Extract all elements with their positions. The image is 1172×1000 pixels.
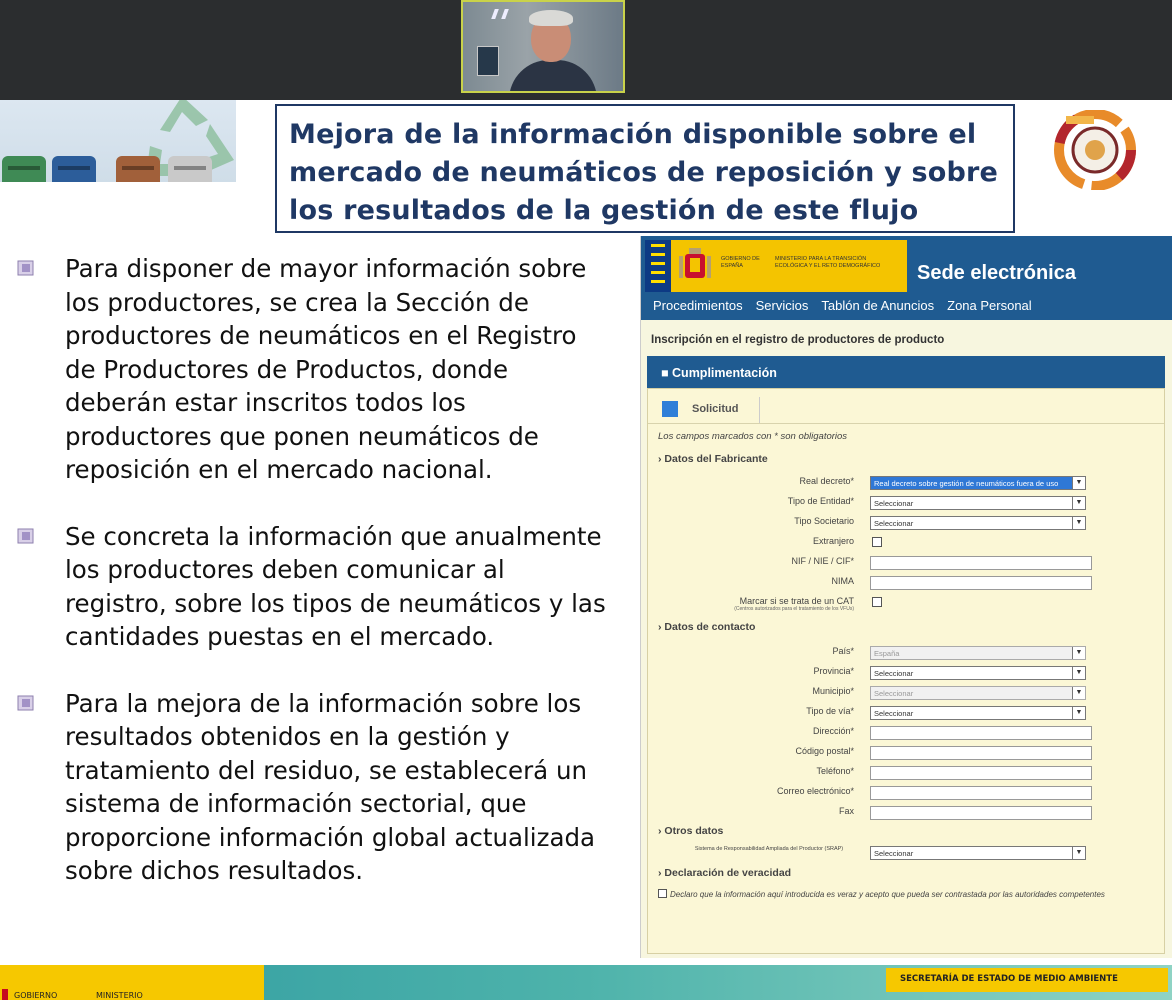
grey-bin-image: [168, 156, 212, 182]
eu-flag-icon: [645, 240, 671, 292]
tipo-societario-select[interactable]: [870, 516, 1086, 530]
wall-poster: [477, 46, 499, 76]
tab-solicitud[interactable]: [656, 397, 760, 423]
sede-nav: [653, 298, 1032, 313]
fax-label: Fax: [838, 806, 854, 816]
footer-flag-bar: [2, 989, 8, 1000]
tipo-via-select[interactable]: [870, 706, 1086, 720]
field-telefono: [648, 765, 1164, 781]
field-nima: [648, 575, 1164, 591]
codigo-postal-input[interactable]: [870, 746, 1092, 760]
cat-sublabel: (Centros autorizados para el tratamiento de los VFUs): [734, 606, 854, 612]
field-tipo-societario: [648, 515, 1164, 531]
bullet-item: [14, 520, 614, 654]
real-decreto-label: Real decreto*: [799, 476, 854, 486]
field-real-decreto: [648, 475, 1164, 491]
tipo-societario-label: Tipo Societario: [794, 516, 854, 526]
nav-zona-personal[interactable]: Zona Personal: [947, 298, 1032, 313]
correo-input[interactable]: [870, 786, 1092, 800]
green-bin-image: [2, 156, 46, 182]
tipo-entidad-value: Seleccionar: [874, 499, 914, 508]
field-nif: [648, 555, 1164, 571]
cat-label: [734, 596, 854, 612]
provincia-select[interactable]: [870, 666, 1086, 680]
pais-value: España: [874, 649, 900, 658]
nima-label: NIMA: [831, 576, 854, 586]
section-datos-fabricante[interactable]: › Datos del Fabricante: [658, 453, 768, 465]
provincia-label: Provincia*: [813, 666, 854, 676]
municipio-select[interactable]: [870, 686, 1086, 700]
gobierno-logo: [645, 240, 907, 292]
presentation-slide: [0, 100, 1172, 1000]
codigo-postal-label: Código postal*: [795, 746, 854, 756]
direccion-input[interactable]: [870, 726, 1092, 740]
participant-hair: [529, 10, 573, 26]
field-provincia: [648, 665, 1164, 681]
nif-input[interactable]: [870, 556, 1092, 570]
sede-header: [641, 236, 1172, 320]
slide-title-box: [275, 104, 1015, 233]
bullet-text: Se concreta la información que anualmente los productores deben comunicar al registro, sobre los tipos de neumáticos y las cantidades puestas en el mercado.: [65, 521, 606, 651]
direccion-label: Dirección*: [812, 726, 854, 736]
chevron-down-icon: ▼: [1072, 687, 1085, 699]
field-direccion: [648, 725, 1164, 741]
chevron-down-icon: ▼: [1072, 847, 1085, 859]
chevron-down-icon: ▼: [1072, 497, 1085, 509]
field-srap: [648, 845, 1164, 861]
chevron-down-icon: ▼: [1072, 517, 1085, 529]
srap-select[interactable]: [870, 846, 1086, 860]
blue-bin-image: [52, 156, 96, 182]
circular-economy-cycle-icon: [1052, 110, 1138, 190]
fax-input[interactable]: [870, 806, 1092, 820]
section-otros-datos[interactable]: › Otros datos: [658, 825, 723, 837]
extranjero-label: Extranjero: [812, 536, 854, 546]
slide-footer: [0, 965, 1172, 1000]
nima-input[interactable]: [870, 576, 1092, 590]
srap-value: Seleccionar: [874, 849, 914, 858]
tab-solicitud-label: Solicitud: [692, 403, 739, 415]
sede-electronica-screenshot: [640, 236, 1172, 958]
pais-select[interactable]: [870, 646, 1086, 660]
bullet-text: Para disponer de mayor información sobre los productores, se crea la Sección de productores de neumáticos en el Registro de Productores de Productos, donde deberán estar inscritos todos los productores que ponen neumáticos de reposición en el mercado nacional.: [65, 254, 587, 484]
bullet-square-icon: [17, 260, 34, 276]
declaration-checkbox[interactable]: [658, 889, 667, 898]
pais-label: País*: [832, 646, 854, 656]
cumplimentacion-bar: ■ Cumplimentación: [647, 356, 1165, 388]
cumplimentacion-label: Cumplimentación: [672, 366, 777, 380]
municipio-value: Seleccionar: [874, 689, 914, 698]
real-decreto-select[interactable]: [870, 476, 1086, 490]
field-pais: [648, 645, 1164, 661]
telefono-input[interactable]: [870, 766, 1092, 780]
tipo-societario-value: Seleccionar: [874, 519, 914, 528]
chevron-down-icon: ▼: [1072, 707, 1085, 719]
video-strip: [0, 0, 1172, 100]
ministerio-label: MINISTERIO PARA LA TRANSICIÓN ECOLÓGICA Y EL RETO DEMOGRÁFICO: [775, 256, 881, 269]
chevron-down-icon: ▼: [1072, 477, 1085, 489]
nav-tablon-anuncios[interactable]: Tablón de Anuncios: [821, 298, 935, 313]
field-extranjero: [648, 535, 1164, 551]
declaration-text: Declaro que la información aquí introducida es veraz y acepto que pueda ser contrastada por las autoridades competentes: [670, 890, 1105, 899]
registration-form: [647, 388, 1165, 954]
coat-of-arms-icon: [677, 248, 713, 286]
nav-servicios[interactable]: Servicios: [755, 298, 809, 313]
field-cat: [648, 595, 1164, 611]
participant-video-tile[interactable]: [461, 0, 625, 93]
required-note: Los campos marcados con * son obligatorios: [658, 431, 848, 442]
section-declaracion[interactable]: › Declaración de veracidad: [658, 867, 791, 879]
tipo-via-value: Seleccionar: [874, 709, 914, 718]
tab-divider: [648, 423, 1164, 424]
real-decreto-value: Real decreto sobre gestión de neumáticos fuera de uso: [874, 479, 1059, 488]
field-correo: [648, 785, 1164, 801]
page-subtitle: Inscripción en el registro de productores de producto: [651, 334, 945, 346]
footer-gobierno-logo: [0, 965, 264, 1000]
bullet-item: [14, 252, 614, 487]
tipo-entidad-select[interactable]: [870, 496, 1086, 510]
cat-checkbox[interactable]: [872, 597, 882, 607]
bullet-text: Para la mejora de la información sobre los resultados obtenidos en la gestión y tratamiento del residuo, se establecerá un sistema de información sectorial, que proporcione información global actualizada sobre dichos resultados.: [65, 688, 596, 885]
correo-label: Correo electrónico*: [776, 786, 854, 796]
bullet-list: [14, 252, 614, 921]
provincia-value: Seleccionar: [874, 669, 914, 678]
bullet-square-icon: [17, 695, 34, 711]
municipio-label: Municipio*: [812, 686, 854, 696]
nif-label: NIF / NIE / CIF*: [791, 556, 854, 566]
nav-procedimientos[interactable]: Procedimientos: [653, 298, 743, 313]
recycling-banner-image: [0, 100, 236, 182]
field-tipo-via: [648, 705, 1164, 721]
field-codigo-postal: [648, 745, 1164, 761]
field-municipio: [648, 685, 1164, 701]
extranjero-checkbox[interactable]: [872, 537, 882, 547]
gobierno-label: GOBIERNO DE ESPAÑA: [721, 256, 760, 269]
section-datos-contacto[interactable]: › Datos de contacto: [658, 621, 755, 633]
tab-square-icon: [662, 401, 678, 417]
bullet-item: [14, 687, 614, 888]
tipo-entidad-label: Tipo de Entidad*: [787, 496, 854, 506]
field-tipo-entidad: [648, 495, 1164, 511]
field-fax: [648, 805, 1164, 821]
footer-ministerio-label: MINISTERIO: [96, 991, 143, 1000]
slide-title: Mejora de la información disponible sobre el mercado de neumáticos de reposición y sobre los resultados de la gestión de este flujo: [289, 119, 999, 226]
chevron-down-icon: ▼: [1072, 647, 1085, 659]
sede-title: Sede electrónica: [917, 262, 1076, 284]
telefono-label: Teléfono*: [816, 766, 854, 776]
brown-bin-image: [116, 156, 160, 182]
chevron-down-icon: ▼: [1072, 667, 1085, 679]
lamp-reflection: [493, 4, 513, 14]
srap-label: Sistema de Responsabilidad Ampliada del Productor (SRAP): [694, 846, 844, 852]
footer-gobierno-label: GOBIERNO: [14, 991, 58, 1000]
bullet-square-icon: [17, 528, 34, 544]
declaration-row: [658, 889, 1164, 899]
cat-label-text: Marcar si se trata de un CAT: [739, 596, 854, 606]
tipo-via-label: Tipo de vía*: [806, 706, 854, 716]
footer-secretaria-label: SECRETARÍA DE ESTADO DE MEDIO AMBIENTE: [886, 968, 1168, 992]
